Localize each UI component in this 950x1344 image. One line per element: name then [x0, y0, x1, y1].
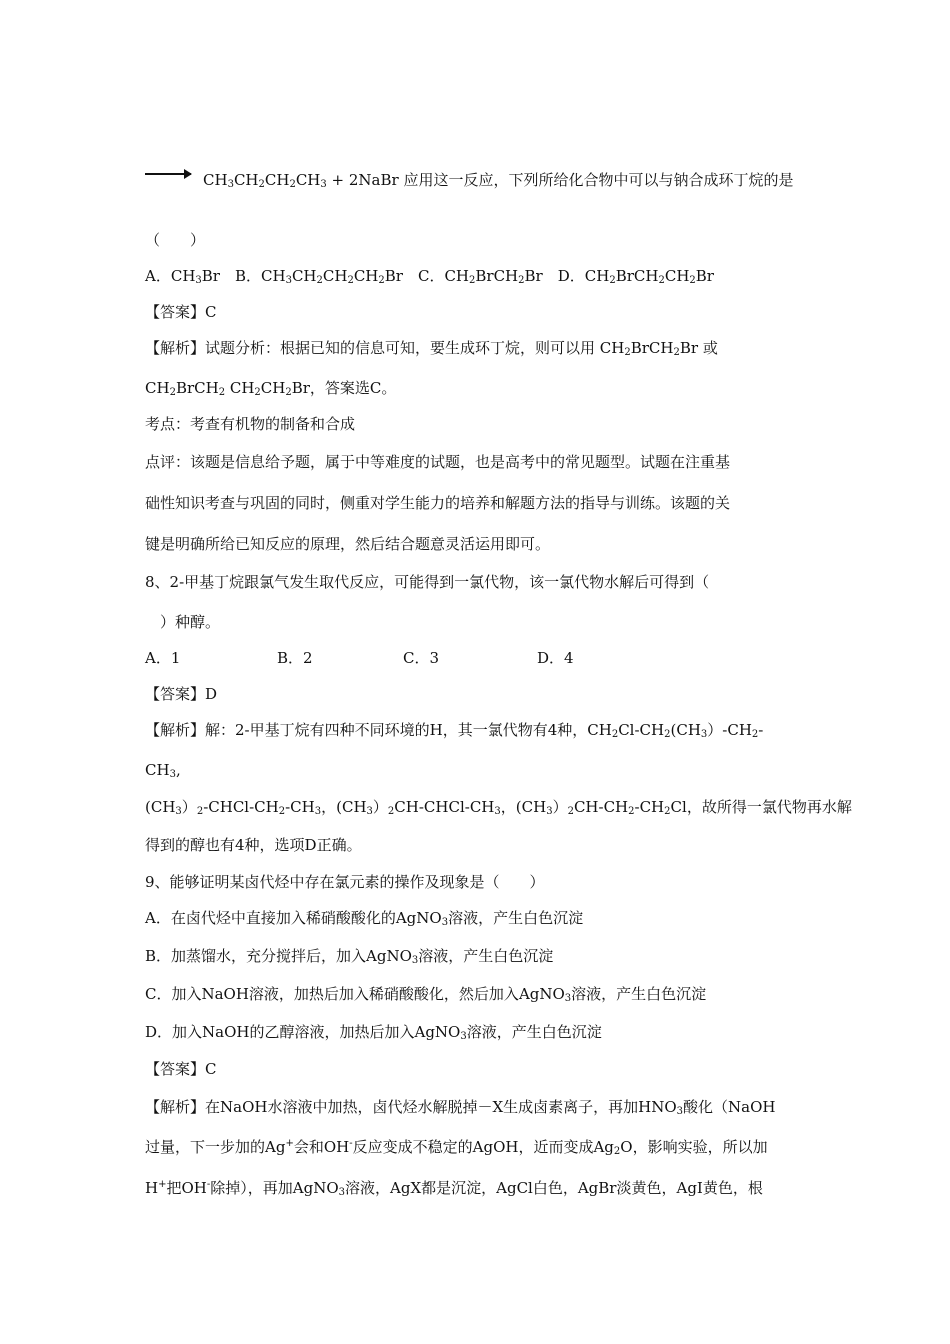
q7-analysis-2: $CH_2BrCH_2$ $CH_2CH_2Br$，答案选C。: [145, 379, 397, 398]
q8-analysis-1: 【解析】解：2-甲基丁烷有四种不同环境的H，其一氯代物有4种，$CH_2Cl-CH_2(CH_3)-CH_2-$: [145, 721, 764, 740]
q7-dianping-1: 点评：该题是信息给予题，属于中等难度的试题，也是高考中的常见题型。试题在注重基: [145, 453, 731, 471]
q7-paren: （ ）: [145, 231, 206, 249]
q9-analysis-3: H+把OH-除掉），再加AgNO$_3$溶液，AgX都是沉淀，AgCl白色，AgBr淡黄色，AgI黄色，根: [145, 1179, 763, 1198]
q9-analysis-1: 【解析】在NaOH水溶液中加热，卤代烃水解脱掉－X生成卤素离子，再加$HNO_3$酸化（NaOH: [145, 1098, 776, 1117]
q9-option-a: A．在卤代烃中直接加入稀硝酸酸化的AgNO$_3$溶液，产生白色沉淀: [145, 909, 584, 928]
q9-stem: 9、能够证明某卤代烃中存在氯元素的操作及现象是（ ）: [145, 873, 545, 891]
q7-dianping-3: 键是明确所给已知反应的原理，然后结合题意灵活运用即可。: [145, 535, 551, 553]
q8-analysis-2: $CH_3$,: [145, 761, 181, 780]
reaction-line: $CH_3CH_2CH_2CH_3$ + 2NaBr 应用这一反应，下列所给化合物中可以与钠合成环丁烷的是: [203, 171, 794, 190]
reaction-arrow: [145, 173, 191, 175]
q7-answer: 【答案】C: [145, 303, 217, 321]
q8-answer: 【答案】D: [145, 685, 218, 703]
q9-answer: 【答案】C: [145, 1060, 217, 1078]
q9-analysis-2: 过量，下一步加的Ag+会和OH-反应变成不稳定的AgOH，近而变成$Ag_2O$，影响实验，所以加: [145, 1138, 768, 1157]
q7-options: A．$CH_3Br$ B．$CH_3CH_2CH_2CH_2Br$ C．$CH_2BrCH_2Br$ D．$CH_2BrCH_2CH_2Br$: [145, 267, 714, 286]
q8-options: A．1 B．2 C．3 D．4: [145, 649, 574, 667]
q8-analysis-3: $(CH_3)_2-CHCl-CH_2-CH_3$，$(CH_3)_2CH-CHCl-CH_3$，$(CH_3)_2CH-CH_2-CH_2Cl$，故所得一氯代物再水解: [145, 798, 852, 817]
q9-option-d: D．加入NaOH的乙醇溶液，加热后加入AgNO$_3$溶液，产生白色沉淀: [145, 1023, 602, 1042]
q9-option-b: B．加蒸馏水，充分搅拌后，加入AgNO$_3$溶液，产生白色沉淀: [145, 947, 554, 966]
q7-dianping-2: 础性知识考查与巩固的同时，侧重对学生能力的培养和解题方法的指导与训练。该题的关: [145, 494, 731, 512]
q7-kaodian: 考点：考查有机物的制备和合成: [145, 415, 356, 433]
q9-option-c: C．加入NaOH溶液，加热后加入稀硝酸酸化，然后加入AgNO$_3$溶液，产生白色沉淀: [145, 985, 707, 1004]
q8-stem-1: 8、2-甲基丁烷跟氯气发生取代反应，可能得到一氯代物，该一氯代物水解后可得到（: [145, 573, 710, 591]
formula-product: $CH_3CH_2CH_2CH_3$ + 2NaBr: [203, 171, 399, 190]
q8-analysis-4: 得到的醇也有4种，选项D正确。: [145, 836, 362, 854]
q8-stem-2: ）种醇。: [145, 613, 221, 631]
q7-analysis-1: 【解析】试题分析：根据已知的信息可知，要生成环丁烷，则可以用 $CH_2BrCH_2Br$ 或: [145, 339, 718, 358]
